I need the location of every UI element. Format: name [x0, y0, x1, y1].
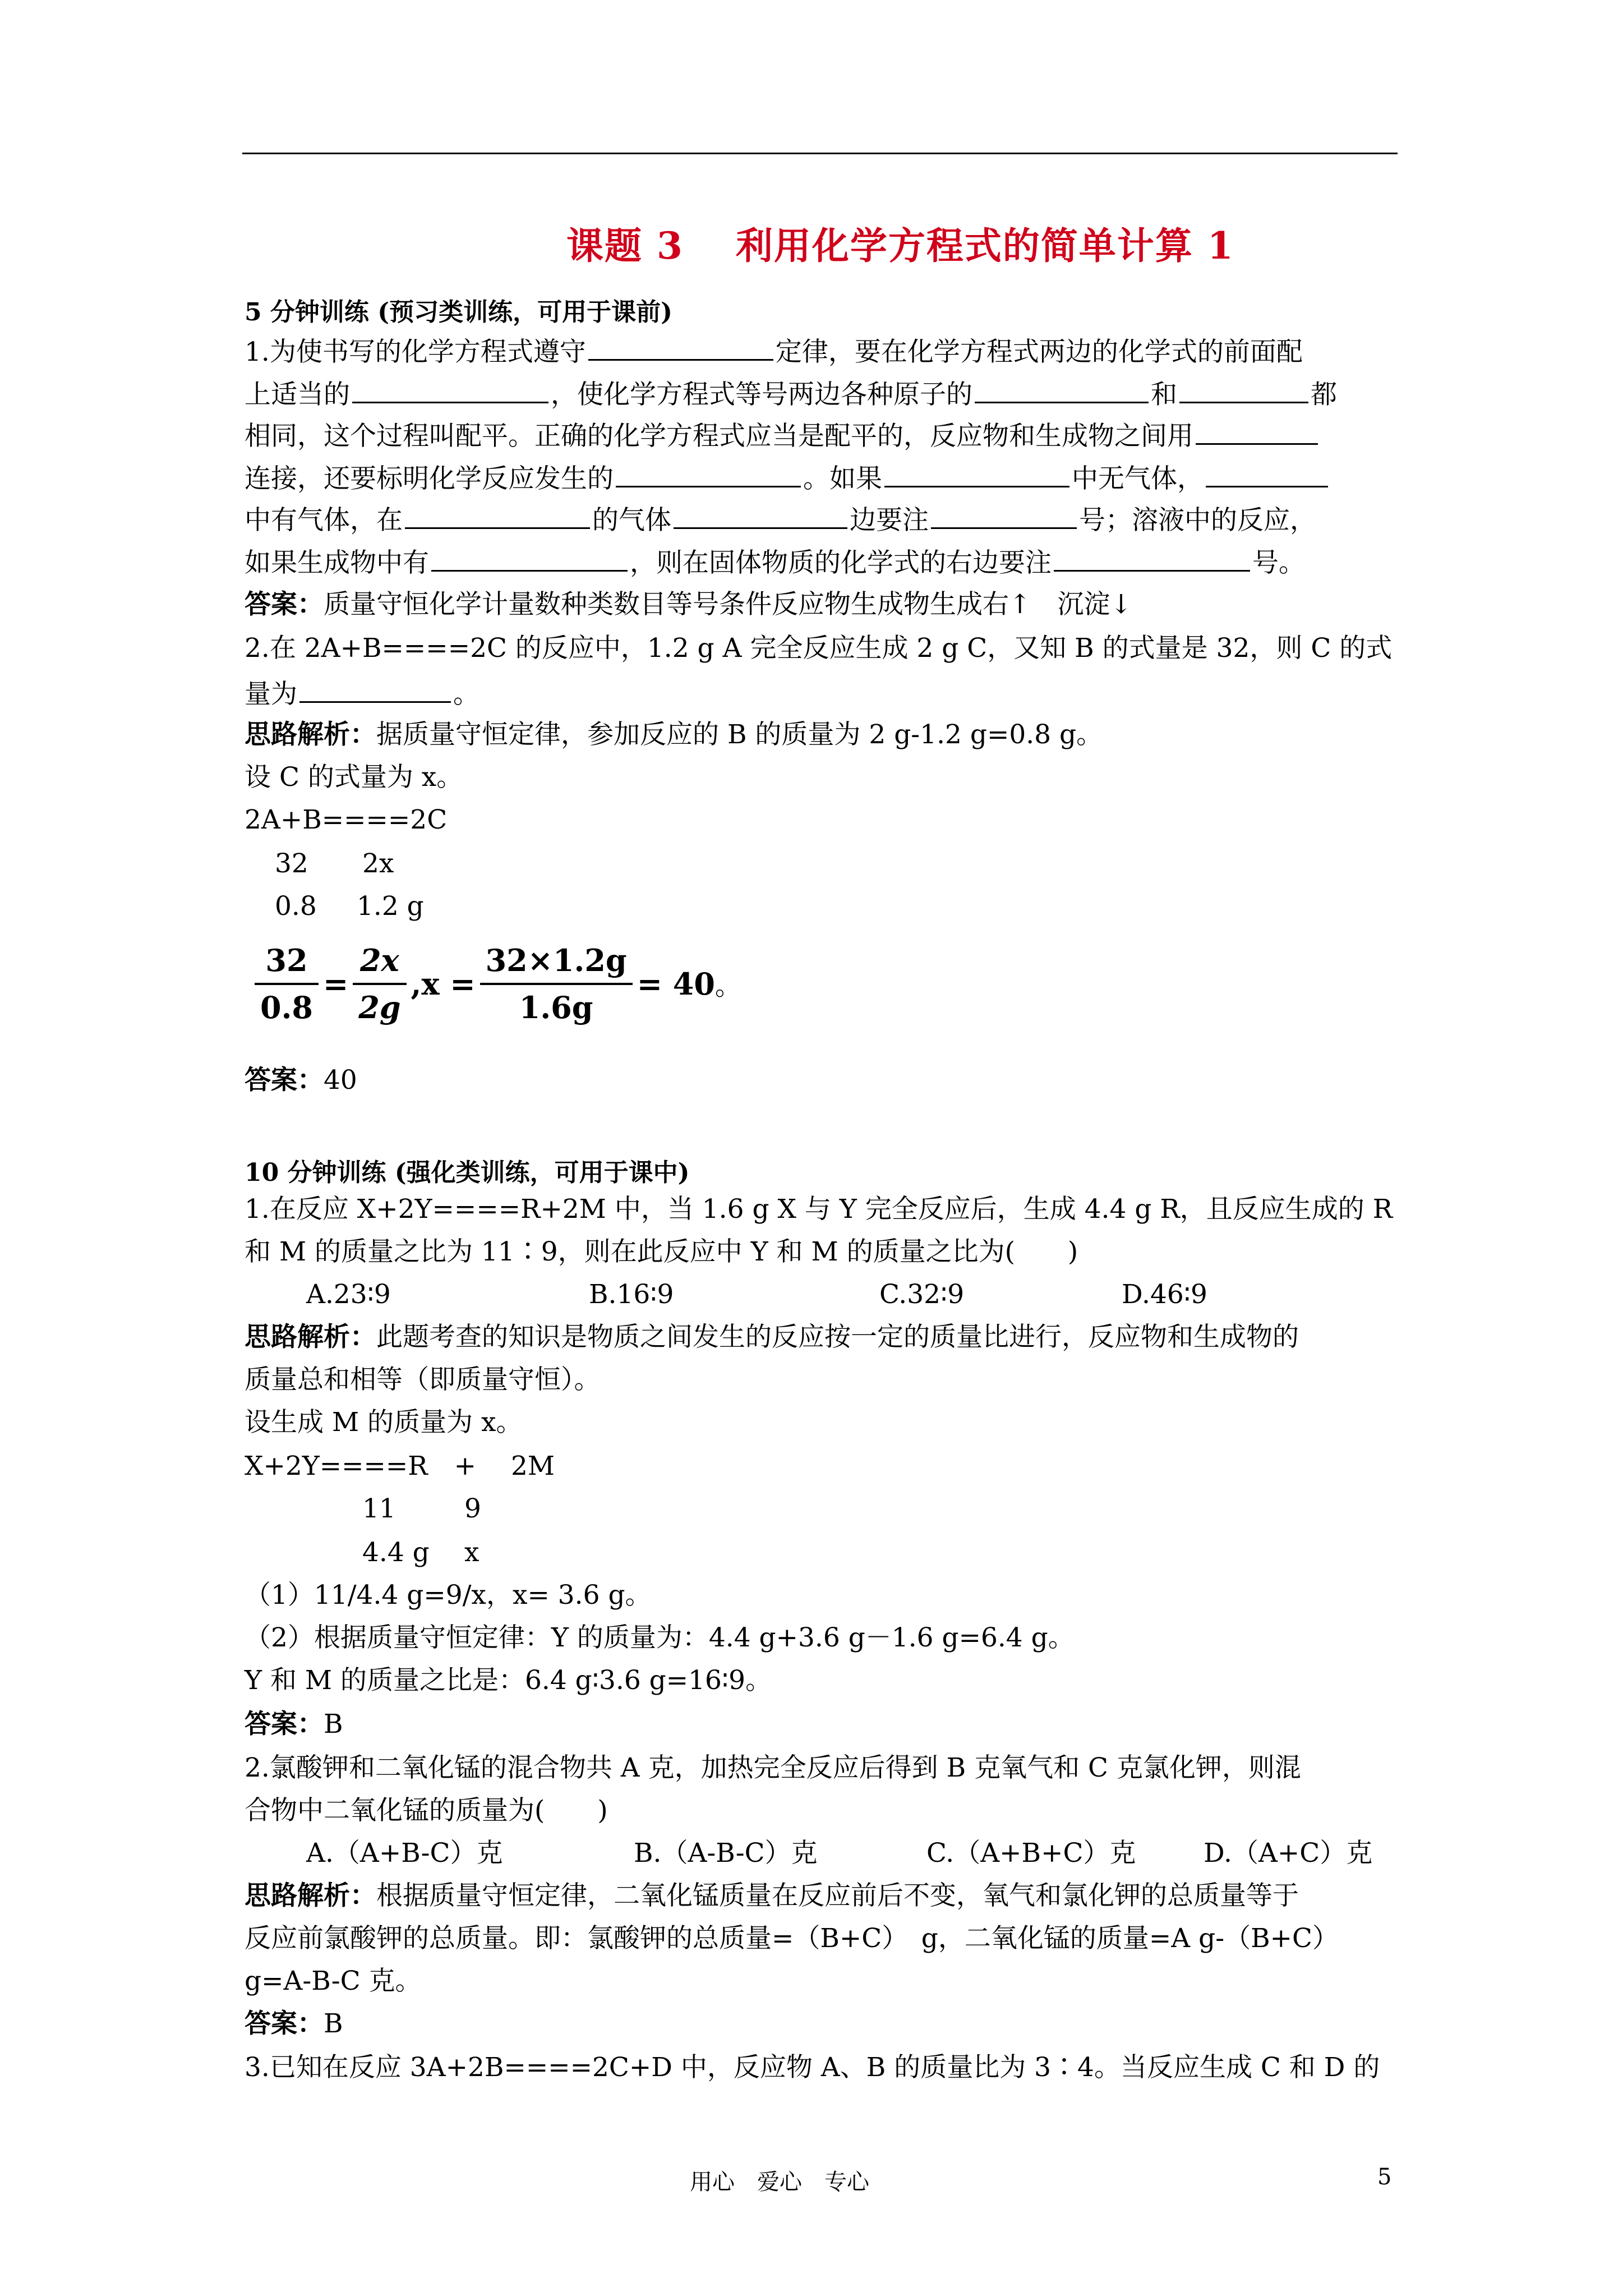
header-rule — [242, 153, 1398, 154]
p1-option-c: C.32∶9 — [879, 1279, 965, 1310]
text: 定律，要在化学方程式两边的化学式的前面配 — [775, 337, 1303, 367]
p1-option-b: B.16∶9 — [589, 1279, 674, 1310]
answer-text: B — [324, 2008, 343, 2039]
p1-set: 设生成 M 的质量为 x。 — [245, 1407, 523, 1438]
text: ，则在固体物质的化学式的右边要注 — [630, 547, 1052, 578]
denominator: 0.8 — [260, 990, 313, 1025]
q2-line1: 2.在 2A+B====2C 的反应中，1.2 g A 完全反应生成 2 g C，又知 B 的式量是 32，则 C 的式 — [245, 633, 1393, 664]
fraction — [480, 942, 633, 1025]
p2-analysis-2: 反应前氯酸钾的总质量。即：氯酸钾的总质量=（B+C） g，二氧化锰的质量=A g-（B+C） — [245, 1923, 1339, 1954]
p1-calc-3: Y 和 M 的质量之比是：6.4 g∶3.6 g=16∶9。 — [245, 1665, 772, 1696]
text: 中有气体，在 — [245, 505, 403, 536]
text: 。如果 — [803, 463, 882, 494]
page-title: 课题 3 利用化学方程式的简单计算 1 — [566, 224, 1234, 268]
text: 相同，这个过程叫配平。正确的化学方程式应当是配平的，反应物和生成物之间用 — [245, 421, 1193, 452]
text: 1.为使书写的化学方程式遵守 — [245, 337, 586, 367]
blank — [674, 505, 847, 529]
p1-answer — [245, 1709, 343, 1740]
q1-line6 — [245, 547, 1305, 576]
fraction — [255, 942, 319, 1025]
blank — [884, 463, 1069, 487]
blank — [588, 337, 773, 361]
p2-analysis-3: g=A-B-C 克。 — [245, 1966, 422, 1996]
text: 。 — [714, 970, 741, 1002]
blank — [616, 463, 801, 487]
p3-line1: 3.已知在反应 3A+2B====2C+D 中，反应物 A、B 的质量比为 3∶4。当反应生成 C 和 D 的 — [245, 2052, 1380, 2083]
q2-line2 — [245, 679, 479, 710]
p2-answer — [245, 2010, 343, 2037]
blank — [1054, 547, 1250, 572]
denominator: 1.6g — [519, 990, 593, 1025]
blank — [405, 505, 590, 529]
numerator: 32×1.2g — [480, 942, 633, 985]
page-number: 5 — [1377, 2164, 1392, 2190]
blank — [431, 547, 628, 572]
p1-analysis-2: 质量总和相等（即质量守恒）。 — [245, 1364, 601, 1395]
q2-analysis — [245, 721, 1103, 748]
p2-option-a: A.（A+B-C）克 — [306, 1838, 503, 1869]
text: 和 — [1151, 379, 1177, 410]
footer-motto: 用心 爱心 专心 — [690, 2169, 869, 2195]
q1-answer — [245, 591, 1132, 618]
numerator: 32 — [255, 942, 319, 985]
p1-row2b: x — [464, 1537, 479, 1568]
text: 量为 — [245, 679, 297, 710]
p1-option-d: D.46∶9 — [1122, 1279, 1207, 1310]
text: 边要注 — [850, 505, 929, 536]
fraction — [353, 942, 406, 1025]
blank — [931, 505, 1077, 529]
q2-answer — [245, 1065, 357, 1096]
text: 号。 — [1252, 547, 1305, 578]
x-equals: ,x = — [411, 966, 476, 1002]
analysis-label: 思路解析： — [245, 1322, 376, 1352]
result: = 40 — [637, 966, 715, 1002]
p1-row2a: 4.4 g — [362, 1537, 430, 1568]
analysis-text: 此题考查的知识是物质之间发生的反应按一定的质量比进行，反应物和生成物的 — [376, 1322, 1299, 1352]
p1-equation: X+2Y====R + 2M — [245, 1451, 555, 1481]
q2-row1b: 2x — [362, 848, 394, 879]
q2-row1a: 32 — [275, 848, 308, 879]
q2-equation: 2A+B====2C — [245, 804, 448, 835]
q2-set: 设 C 的式量为 x。 — [245, 762, 463, 793]
answer-label: 答案： — [245, 2008, 324, 2039]
p1-row1b: 9 — [464, 1493, 481, 1524]
answer-label: 答案： — [245, 1065, 324, 1096]
text: ，使化学方程式等号两边各种原子的 — [551, 379, 972, 410]
numerator — [353, 942, 406, 985]
p1-analysis-1 — [245, 1324, 1299, 1350]
blank — [1206, 463, 1328, 487]
p2-line2: 合物中二氧化锰的质量为( ) — [245, 1795, 608, 1826]
text: 中无气体， — [1072, 463, 1204, 494]
q2-row2a: 0.8 — [275, 891, 317, 922]
text: 的气体 — [592, 505, 671, 536]
text: 2x — [359, 942, 399, 978]
text: 都 — [1311, 379, 1337, 410]
p1-calc-2: （2）根据质量守恒定律：Y 的质量为：4.4 g+3.6 g－1.6 g=6.4 g。 — [245, 1622, 1075, 1653]
text: 上适当的 — [245, 379, 350, 410]
text: 。 — [453, 679, 479, 710]
p2-option-d: D.（A+C）克 — [1204, 1838, 1373, 1869]
q1-line2 — [245, 379, 1337, 408]
p1-line2: 和 M 的质量之比为 11∶9，则在此反应中 Y 和 M 的质量之比为( ) — [245, 1236, 1078, 1267]
text: 连接，还要标明化学反应发生的 — [245, 463, 614, 494]
analysis-label: 思路解析： — [245, 719, 376, 750]
q2-formula — [250, 942, 741, 1025]
analysis-text: 根据质量守恒定律，二氧化锰质量在反应前后不变，氧气和氯化钾的总质量等于 — [376, 1880, 1299, 1911]
p1-row1a: 11 — [362, 1493, 396, 1524]
p2-option-b: B.（A-B-C）克 — [634, 1838, 818, 1869]
blank — [352, 379, 548, 403]
analysis-label: 思路解析： — [245, 1880, 376, 1911]
equals-sign: = — [322, 966, 349, 1002]
blank — [1196, 421, 1318, 445]
denominator — [353, 985, 406, 1025]
q1-line3 — [245, 421, 1320, 452]
p2-line1: 2.氯酸钾和二氧化锰的混合物共 A 克，加热完全反应后得到 B 克氧气和 C 克氯化钾，则混 — [245, 1752, 1301, 1783]
text: 如果生成物中有 — [245, 547, 429, 578]
q1-line4 — [245, 463, 1330, 492]
q2-row2b: 1.2 g — [357, 891, 424, 922]
p1-line1: 1.在反应 X+2Y====R+2M 中，当 1.6 g X 与 Y 完全反应后，生成 4.4 g R，且反应生成的 R — [245, 1194, 1393, 1225]
p1-calc-1: （1）11/4.4 g=9/x，x= 3.6 g。 — [245, 1580, 652, 1611]
q1-line1 — [245, 337, 1303, 365]
p2-analysis-1 — [245, 1880, 1299, 1911]
p1-option-a: A.23∶9 — [306, 1279, 391, 1310]
q1-line5 — [245, 505, 1316, 536]
answer-text: B — [324, 1709, 343, 1740]
section-heading-5min: 5 分钟训练 (预习类训练，可用于课前) — [245, 298, 672, 326]
section-heading-10min: 10 分钟训练 (强化类训练，可用于课中) — [245, 1158, 690, 1187]
answer-label: 答案： — [245, 589, 324, 620]
blank — [1179, 379, 1308, 403]
answer-text: 40 — [324, 1065, 357, 1096]
p2-option-c: C.（A+B+C）克 — [926, 1838, 1136, 1869]
text: 号；溶液中的反应， — [1079, 505, 1316, 536]
answer-text: 质量守恒化学计量数种类数目等号条件反应物生成物生成右↑ 沉淀↓ — [324, 589, 1132, 620]
analysis-text: 据质量守恒定律，参加反应的 B 的质量为 2 g-1.2 g=0.8 g。 — [376, 719, 1103, 750]
blank — [299, 679, 451, 703]
blank — [975, 379, 1149, 403]
text: 2g — [358, 990, 401, 1025]
answer-label: 答案： — [245, 1709, 324, 1740]
